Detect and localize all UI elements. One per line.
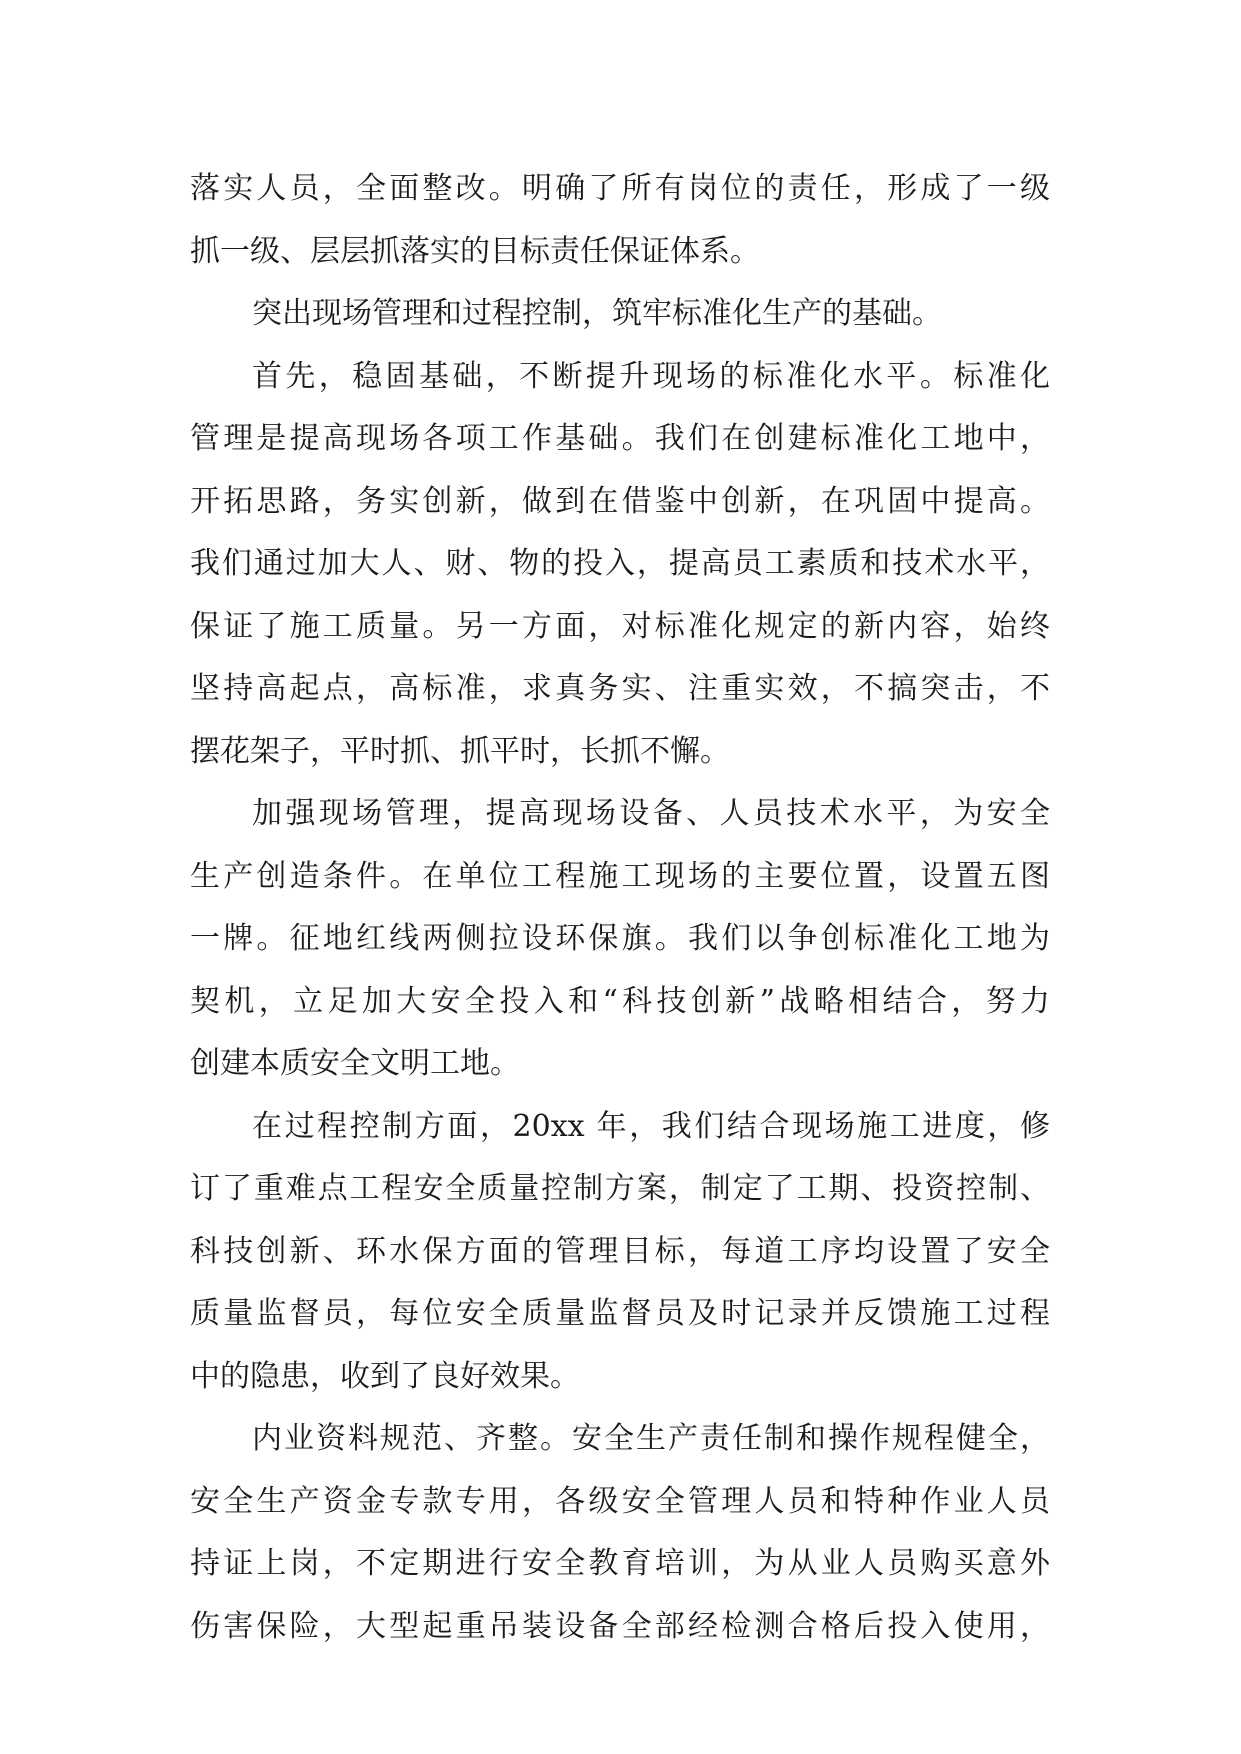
text-line: 坚持高起点，高标准，求真务实、注重实效，不搞突击，不 [190, 671, 1050, 706]
text-line: 创建本质安全文明工地。 [190, 1046, 520, 1081]
text-line: 落实人员，全面整改。明确了所有岗位的责任，形成了一级 [190, 171, 1050, 206]
text-line: 开拓思路，务实创新，做到在借鉴中创新，在巩固中提高。 [190, 483, 1050, 519]
text-line: 科技创新、环水保方面的管理目标，每道工序均设置了安全 [190, 1233, 1050, 1269]
text-line: 契机，立足加大安全投入和“科技创新”战略相结合，努力 [190, 983, 1050, 1019]
text-line: 安全生产资金专款专用，各级安全管理人员和特种作业人员 [190, 1483, 1050, 1519]
text-line: 生产创造条件。在单位工程施工现场的主要位置，设置五图 [190, 858, 1050, 894]
text-line: 抓一级、层层抓落实的目标责任保证体系。 [190, 233, 760, 269]
text-line: 内业资料规范、齐整。安全生产责任制和操作规程健全， [252, 1421, 1050, 1456]
text-line: 持证上岗，不定期进行安全教育培训，为从业人员购买意外 [190, 1546, 1050, 1581]
text-line: 一牌。征地红线两侧拉设环保旗。我们以争创标准化工地为 [190, 921, 1050, 956]
text-line: 首先，稳固基础，不断提升现场的标准化水平。标准化 [252, 358, 1050, 394]
text-line: 突出现场管理和过程控制，筑牢标准化生产的基础。 [252, 296, 942, 331]
text-line: 订了重难点工程安全质量控制方案，制定了工期、投资控制、 [190, 1171, 1050, 1206]
text-line: 质量监督员，每位安全质量监督员及时记录并反馈施工过程 [190, 1296, 1050, 1331]
text-line: 保证了施工质量。另一方面，对标准化规定的新内容，始终 [190, 608, 1050, 644]
text-line: 在过程控制方面，20xx 年，我们结合现场施工进度，修 [252, 1108, 1050, 1144]
text-line: 摆花架子，平时抓、抓平时，长抓不懈。 [190, 733, 730, 769]
text-line: 加强现场管理，提高现场设备、人员技术水平，为安全 [252, 796, 1050, 831]
body-text [190, 158, 1050, 1658]
text-line: 我们通过加大人、财、物的投入，提高员工素质和技术水平， [190, 546, 1050, 581]
text-line: 伤害保险，大型起重吊装设备全部经检测合格后投入使用， [190, 1608, 1050, 1644]
text-line: 中的隐患，收到了良好效果。 [190, 1358, 580, 1394]
text-line: 管理是提高现场各项工作基础。我们在创建标准化工地中， [190, 421, 1050, 456]
